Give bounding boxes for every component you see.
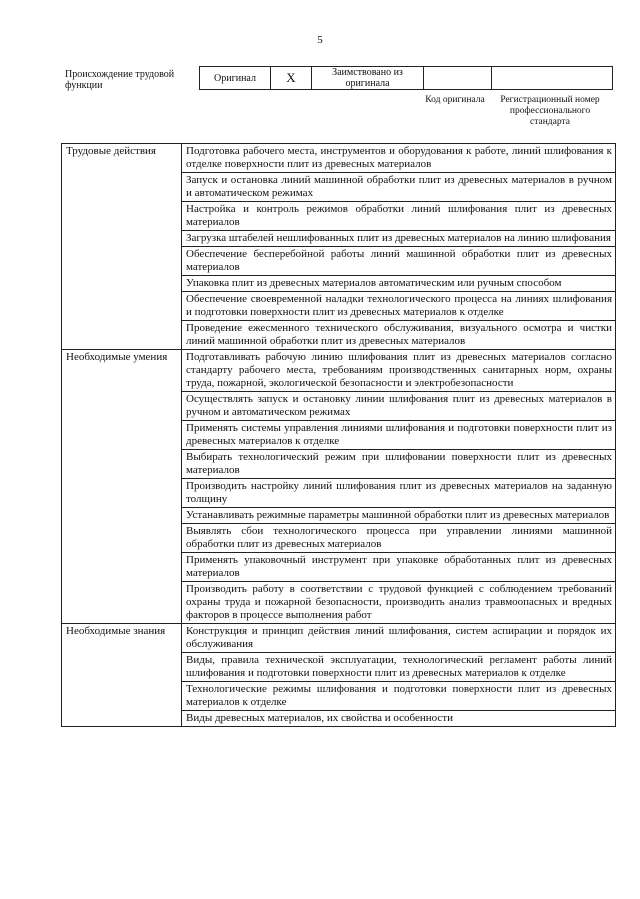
section-title-spacer (62, 292, 182, 321)
section-title-spacer (62, 392, 182, 421)
table-row (62, 624, 616, 653)
list-item: Подготовка рабочего места, инструментов и оборудования к работе, линий шлифования к отделке поверхности плит из древесных материалов (182, 144, 616, 173)
section-title-spacer (62, 276, 182, 292)
list-item: Запуск и остановка линий машинной обработки плит из древесных материалов в ручном и автоматическом режимах (182, 173, 616, 202)
list-item: Устанавливать режимные параметры машинной обработки плит из древесных материалов (182, 508, 616, 524)
table-row (62, 450, 616, 479)
original-mark: X (271, 67, 312, 90)
list-item: Производить настройку линий шлифования плит из древесных материалов на заданную толщину (182, 479, 616, 508)
list-item: Обеспечение своевременной наладки технологического процесса на линиях шлифования и подготовки поверхности плит из древесных материалов к отделке (182, 292, 616, 321)
table-row (62, 421, 616, 450)
table-row (62, 479, 616, 508)
section-title-spacer (62, 508, 182, 524)
section-title-spacer (62, 421, 182, 450)
table-row (62, 350, 616, 392)
table-row (62, 582, 616, 624)
table-row (62, 247, 616, 276)
table-row (62, 508, 616, 524)
list-item: Загрузка штабелей нешлифованных плит из древесных материалов на линию шлифования (182, 231, 616, 247)
list-item: Обеспечение бесперебойной работы линий машинной обработки плит из древесных материалов (182, 247, 616, 276)
section-title-spacer (62, 247, 182, 276)
table-row (62, 524, 616, 553)
section-title: Необходимые знания (62, 624, 182, 653)
list-item: Проведение ежесменного технического обслуживания, визуального осмотра и чистки линий машинной обработки плит из древесных материалов (182, 321, 616, 350)
table-row (62, 292, 616, 321)
origin-label: Происхождение трудовой функции (65, 69, 175, 91)
section-title-spacer (62, 321, 182, 350)
list-item: Выявлять сбои технологического процесса при управлении линиями машинной обработки плит из древесных материалов (182, 524, 616, 553)
section-title-spacer (62, 711, 182, 727)
list-item: Производить работу в соответствии с трудовой функцией с соблюдением требований охраны труда и пожарной безопасности, производить анализ травмоопасных и вредных факторов в процессе выполнения работ (182, 582, 616, 624)
list-item: Технологические режимы шлифования и подготовки поверхности плит из древесных материалов к отделке (182, 682, 616, 711)
origin-table (199, 66, 613, 90)
reg-caption: Регистрационный номер профессионального стандарта (500, 95, 600, 127)
table-row (62, 711, 616, 727)
table-row (62, 276, 616, 292)
section-title-spacer (62, 653, 182, 682)
section-title-spacer (62, 682, 182, 711)
table-row (62, 321, 616, 350)
table-row (62, 173, 616, 202)
code-box (424, 67, 492, 90)
table-row (62, 144, 616, 173)
section-title-spacer (62, 450, 182, 479)
page-number: 5 (317, 34, 323, 46)
list-item: Применять системы управления линиями шлифования и подготовки поверхности плит из древесных материалов к отделке (182, 421, 616, 450)
list-item: Выбирать технологический режим при шлифовании поверхности плит из древесных материалов (182, 450, 616, 479)
list-item: Виды древесных материалов, их свойства и особенности (182, 711, 616, 727)
table-row (62, 682, 616, 711)
list-item: Упаковка плит из древесных материалов автоматическим или ручным способом (182, 276, 616, 292)
reg-number-box (492, 67, 613, 90)
list-item: Виды, правила технической эксплуатации, технологический регламент работы линий шлифования и подготовки поверхности плит из древесных материалов к отделке (182, 653, 616, 682)
table-row (62, 392, 616, 421)
section-title-spacer (62, 553, 182, 582)
code-caption: Код оригинала (425, 95, 485, 105)
section-title-spacer (62, 582, 182, 624)
list-item: Конструкция и принцип действия линий шлифования, систем аспирации и порядок их обслуживания (182, 624, 616, 653)
table-row (62, 553, 616, 582)
list-item: Настройка и контроль режимов обработки линий шлифования плит из древесных материалов (182, 202, 616, 231)
section-title-spacer (62, 173, 182, 202)
section-title: Трудовые действия (62, 144, 182, 173)
section-title: Необходимые умения (62, 350, 182, 392)
section-title-spacer (62, 231, 182, 247)
table-row (62, 202, 616, 231)
section-title-spacer (62, 479, 182, 508)
function-table (61, 143, 616, 727)
list-item: Применять упаковочный инструмент при упаковке обработанных плит из древесных материалов (182, 553, 616, 582)
list-item: Подготавливать рабочую линию шлифования плит из древесных материалов согласно стандарту рабочего места, требованиям производственных санитарных норм, охраны труда, пожарной, экологической безопасности и электробезопасности (182, 350, 616, 392)
section-title-spacer (62, 524, 182, 553)
original-label: Оригинал (200, 67, 271, 90)
table-row (62, 653, 616, 682)
borrowed-label: Заимствовано из оригинала (312, 67, 424, 90)
section-title-spacer (62, 202, 182, 231)
table-row (62, 231, 616, 247)
list-item: Осуществлять запуск и остановку линии шлифования плит из древесных материалов в ручном и автоматическом режимах (182, 392, 616, 421)
